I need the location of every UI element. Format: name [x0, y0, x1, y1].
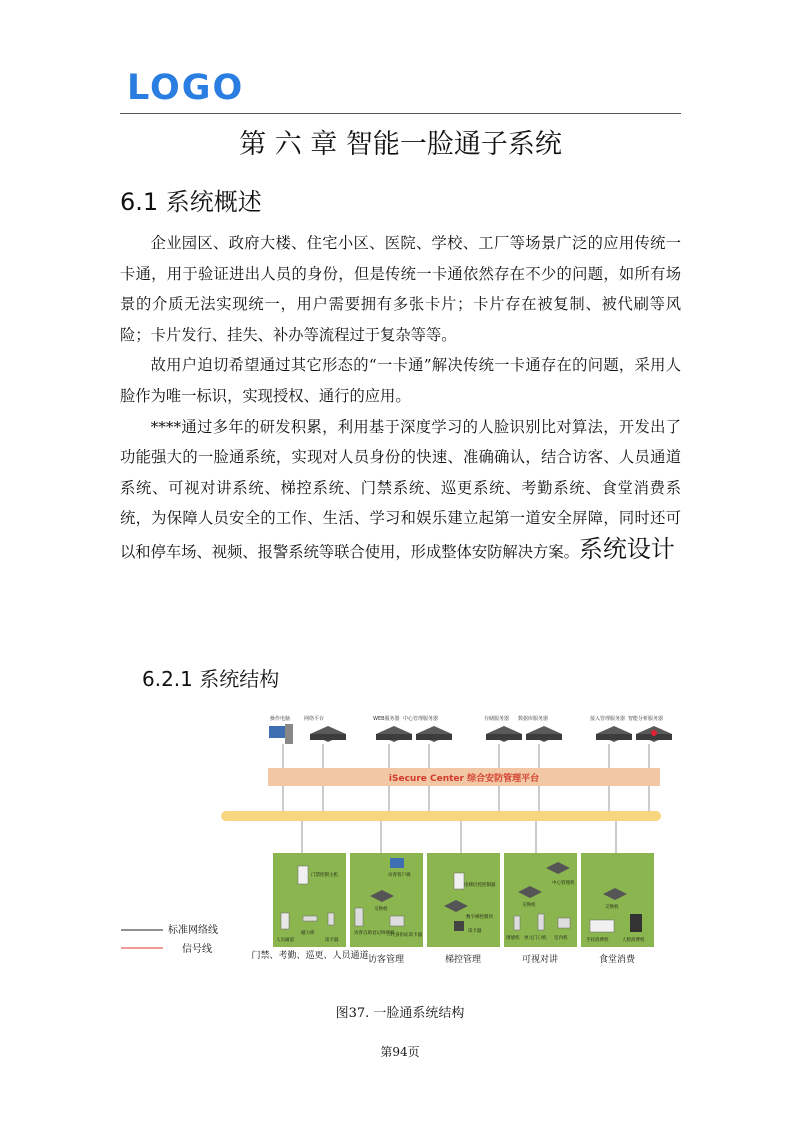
computer-icon [269, 726, 285, 738]
paragraph-text: ****通过多年的研发积累，利用基于深度学习的人脸识别比对算法，开发出了功能强大的一脸通系统，实现对人员身份的快速、准确确认，结合访客、人员通道系统、可视对讲系统、梯控系统、门禁系统、巡更系统、考勤系统、食堂消费系统，为保障人员安全的工作、生活、学习和娱乐建立起第一道安全屏障，同时还可以和停车场、视频、报警系统等联合使用，形成整体安防解决方案。 [120, 417, 681, 561]
server-icon [416, 726, 452, 742]
server-label: WEB服务器 [373, 716, 400, 722]
chapter-title: 第 六 章 智能一脸通子系统 [239, 129, 562, 160]
card-reader-icon [328, 913, 334, 925]
group-name: 梯控管理 [444, 955, 482, 965]
pos-terminal-icon [590, 920, 614, 932]
diagram-svg [118, 708, 678, 993]
group-item: 人员通道 [276, 938, 294, 943]
server-label: 中心管理服务器 [403, 716, 439, 722]
group-item: 读卡器 [468, 929, 482, 934]
group-intercom [504, 853, 577, 947]
figure-caption: 图37. 一脸通系统结构 [335, 1006, 465, 1021]
server-row [269, 715, 672, 744]
group-name: 访客管理 [367, 955, 405, 965]
lock-icon [303, 916, 317, 921]
server-icon [526, 726, 562, 742]
group-item: 读卡器 [325, 938, 339, 943]
subsection-title: 6.2.1 系统结构 [142, 667, 280, 691]
card-reader-icon [454, 921, 464, 931]
client-icon [390, 858, 404, 868]
group-item: 中心管理机 [552, 881, 575, 886]
header-divider [120, 113, 681, 114]
paragraph: 企业园区、政府大楼、住宅小区、医院、学校、工厂等场景广泛的应用传统一卡通，用于验证进出人员的身份，但是传统一卡通依然存在不少的问题，如所有场景的介质无法实现统一，用户需要拥有多张卡片；卡片存在被复制、被代刷等风险；卡片发行、挂失、补办等流程过于复杂等等。 [120, 234, 681, 344]
paragraph [120, 412, 681, 568]
server-label: 网络平台 [304, 716, 325, 722]
group-name: 可视对讲 [521, 955, 559, 965]
group-item: 数字梯控模块 [466, 915, 493, 920]
group-canteen [581, 853, 654, 947]
group-item: 单元门口机 [524, 936, 547, 941]
face-terminal-icon [630, 914, 642, 932]
group-access [273, 853, 346, 947]
indoor-station-icon [558, 918, 570, 928]
platform-label: iSecure Center 综合安防管理平台 [388, 774, 540, 784]
wall-station-icon [514, 916, 520, 930]
group-visitor [350, 853, 423, 947]
body-text [120, 228, 681, 568]
elevator-controller-icon [454, 873, 464, 889]
legend-label: 标准网络线 [168, 925, 218, 936]
legend-label: 信号线 [182, 944, 212, 955]
logo: LOGO [127, 68, 245, 108]
group-item: 交换机 [374, 907, 388, 912]
connectors-bottom [302, 821, 616, 853]
server-icon [310, 726, 346, 742]
group-item: 访客自助登记终端机 [354, 931, 395, 936]
group-item: 二代身份证读卡器 [386, 933, 422, 938]
gate-icon [281, 913, 289, 929]
section-title: 6.1 系统概述 [120, 188, 262, 216]
server-icon [636, 726, 672, 742]
server-label: 操作电脑 [270, 716, 291, 722]
controller-icon [298, 866, 308, 884]
group-name: 食堂消费 [598, 955, 636, 965]
group-item: 磁力锁 [301, 931, 315, 936]
group-item: 门禁控制主机 [311, 873, 338, 878]
group-item: 围墙机 [506, 936, 520, 941]
group-item: 电梯层控控制器 [464, 883, 496, 888]
page-number: 第94页 [380, 1045, 420, 1059]
server-label: 存储服务器 [484, 716, 510, 722]
server-icon [376, 726, 412, 742]
server-label: 智能分析服务器 [628, 716, 664, 722]
group-item: 室内机 [554, 936, 568, 941]
door-station-icon [538, 914, 544, 930]
server-icon [596, 726, 632, 742]
group-elevator [427, 853, 500, 947]
server-label: 数据库服务器 [518, 716, 549, 722]
computer-tower-icon [285, 724, 293, 744]
group-name: 门禁、考勤、巡更、人员通道 [251, 951, 369, 961]
network-bus [221, 811, 661, 821]
group-item: 交换机 [605, 905, 619, 910]
system-diagram [118, 708, 678, 997]
paragraph: 故用户迫切希望通过其它形态的“一卡通”解决传统一卡通存在的问题，采用人脸作为唯一标识，实现授权、通行的应用。 [120, 356, 681, 405]
kiosk-icon [355, 908, 363, 926]
group-item: 访客客户端 [388, 873, 411, 878]
group-item: 人脸消费机 [622, 938, 645, 943]
inline-heading: 系统设计 [578, 534, 675, 563]
id-reader-icon [390, 916, 404, 926]
server-label: 接入管理服务器 [590, 716, 626, 722]
server-icon [486, 726, 522, 742]
group-item: 手持消费机 [586, 938, 609, 943]
group-item: 交换机 [522, 903, 536, 908]
